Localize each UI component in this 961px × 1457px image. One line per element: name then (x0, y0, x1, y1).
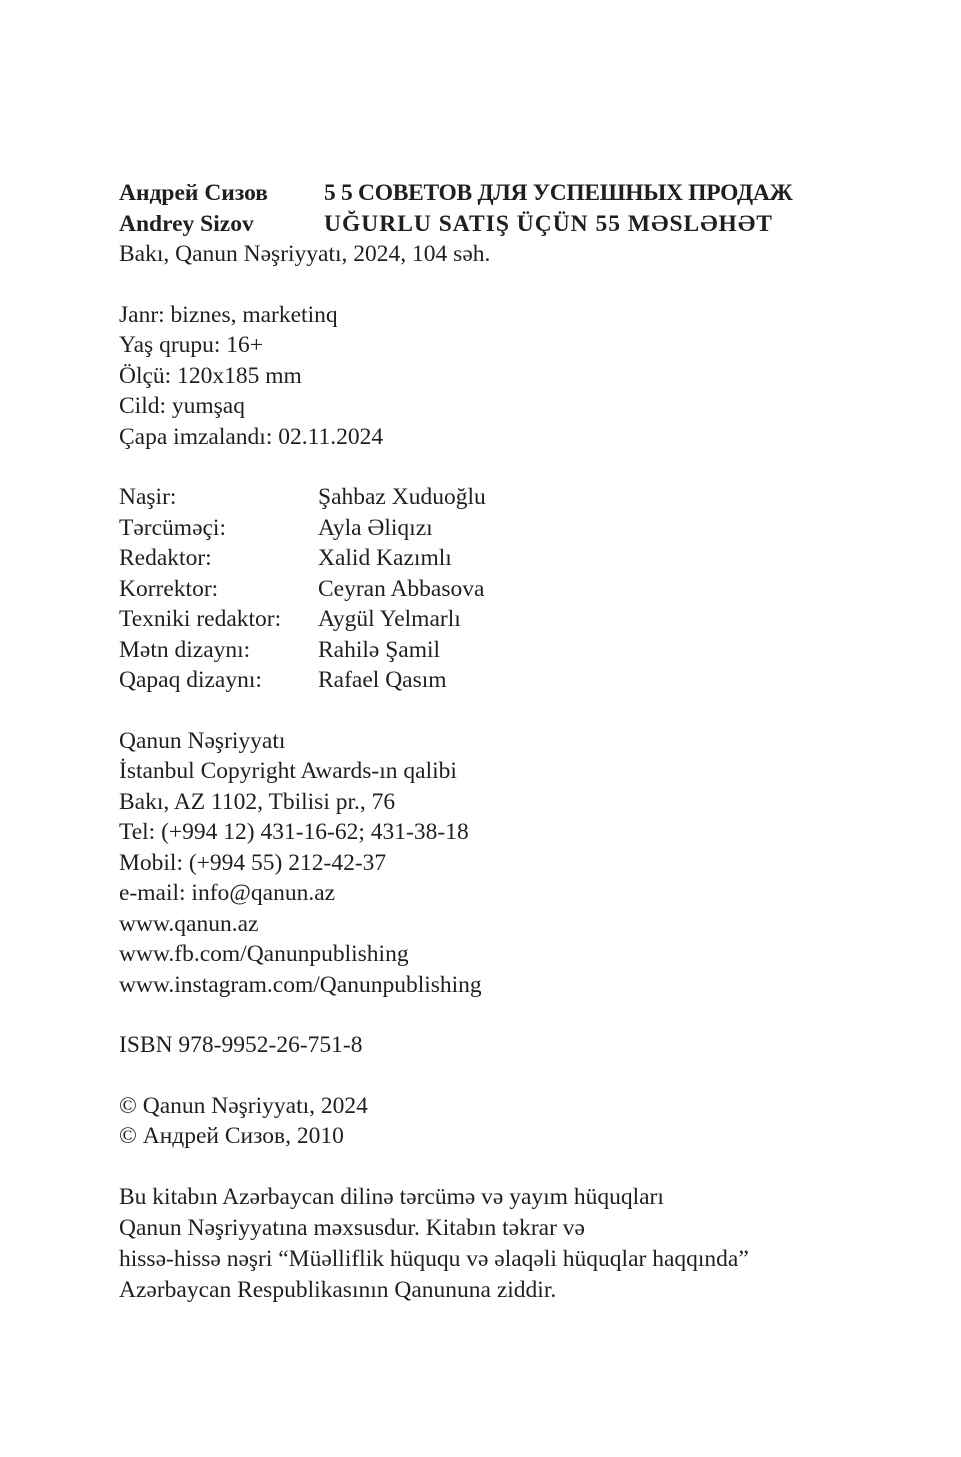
title-az: UĞURLU SATIŞ ÜÇÜN 55 MƏSLƏHƏT (324, 210, 773, 237)
credit-role: Redaktor: (119, 545, 212, 571)
credits-block (119, 482, 879, 696)
credit-role: Texniki redaktor: (119, 606, 282, 632)
isbn-block (119, 1030, 879, 1061)
publisher-block (119, 726, 879, 1001)
header-row-az (119, 209, 879, 240)
credit-role: Naşir: (119, 484, 177, 510)
credit-name: Rahilə Şamil (318, 636, 441, 663)
publisher-website: www.qanun.az (119, 910, 259, 937)
publisher-phone: Tel: (+994 12) 431-16-62; 431-38-18 (119, 819, 469, 845)
isbn: ISBN 978-9952-26-751-8 (119, 1032, 363, 1058)
copyright-block (119, 1091, 879, 1152)
spec-size: Ölçü: 120x185 mm (119, 362, 302, 389)
credit-row (119, 513, 879, 544)
credit-row (119, 635, 879, 666)
credit-role: Mətn dizaynı: (119, 636, 251, 663)
header-row-ru (119, 178, 879, 209)
credit-row (119, 543, 879, 574)
imprint-line: Bakı, Qanun Nəşriyyatı, 2024, 104 səh. (119, 241, 491, 267)
copyright-publisher: © Qanun Nəşriyyatı, 2024 (119, 1092, 368, 1119)
copyright-author: © Андрей Сизов, 2010 (119, 1123, 344, 1149)
legal-line: Bu kitabın Azərbaycan dilinə tərcümə və yayım hüquqları (119, 1183, 664, 1210)
publisher-award: İstanbul Copyright Awards-ın qalibi (119, 758, 457, 784)
spec-binding: Cild: yumşaq (119, 393, 245, 419)
credit-name: Xalid Kazımlı (318, 545, 452, 571)
imprint-page (119, 178, 879, 1306)
credit-name: Rafael Qasım (318, 667, 447, 693)
publisher-instagram: www.instagram.com/Qanunpublishing (119, 971, 482, 998)
legal-line: Azərbaycan Respublikasının Qanununa ziddir. (119, 1276, 557, 1303)
credit-name: Ayla Əliqızı (318, 514, 433, 541)
credit-name: Ceyran Abbasova (318, 575, 485, 602)
publisher-address: Bakı, AZ 1102, Tbilisi pr., 76 (119, 788, 396, 815)
author-az: Andrey Sizov (119, 210, 254, 237)
credit-row (119, 482, 879, 513)
title-ru: 5 5 СОВЕТОВ ДЛЯ УСПЕШНЫХ ПРОДАЖ (324, 180, 793, 206)
credit-name: Şahbaz Xuduoğlu (318, 484, 486, 510)
credit-row (119, 665, 879, 696)
credit-role: Tərcüməçi: (119, 514, 226, 541)
author-ru: Андрей Сизов (119, 180, 268, 206)
spec-genre: Janr: biznes, marketinq (119, 301, 338, 328)
legal-notice (119, 1182, 879, 1306)
publisher-mobile: Mobil: (+994 55) 212-42-37 (119, 849, 387, 876)
credit-row (119, 574, 879, 605)
legal-line: Qanun Nəşriyyatına məxsusdur. Kitabın təkrar və (119, 1214, 585, 1241)
spec-age-group: Yaş qrupu: 16+ (119, 332, 264, 358)
publisher-facebook: www.fb.com/Qanunpublishing (119, 941, 409, 967)
publisher-email: e-mail: info@qanun.az (119, 880, 336, 906)
spec-print-date: Çapa imzalandı: 02.11.2024 (119, 423, 384, 450)
credit-name: Aygül Yelmarlı (318, 606, 461, 632)
legal-line: hissə-hissə nəşri “Müəlliflik hüququ və əlaqəli hüquqlar haqqında” (119, 1245, 749, 1272)
publisher-name: Qanun Nəşriyyatı (119, 727, 286, 754)
specs-block (119, 300, 879, 453)
credit-role: Korrektor: (119, 575, 219, 602)
credit-row (119, 604, 879, 635)
credit-role: Qapaq dizaynı: (119, 667, 262, 693)
